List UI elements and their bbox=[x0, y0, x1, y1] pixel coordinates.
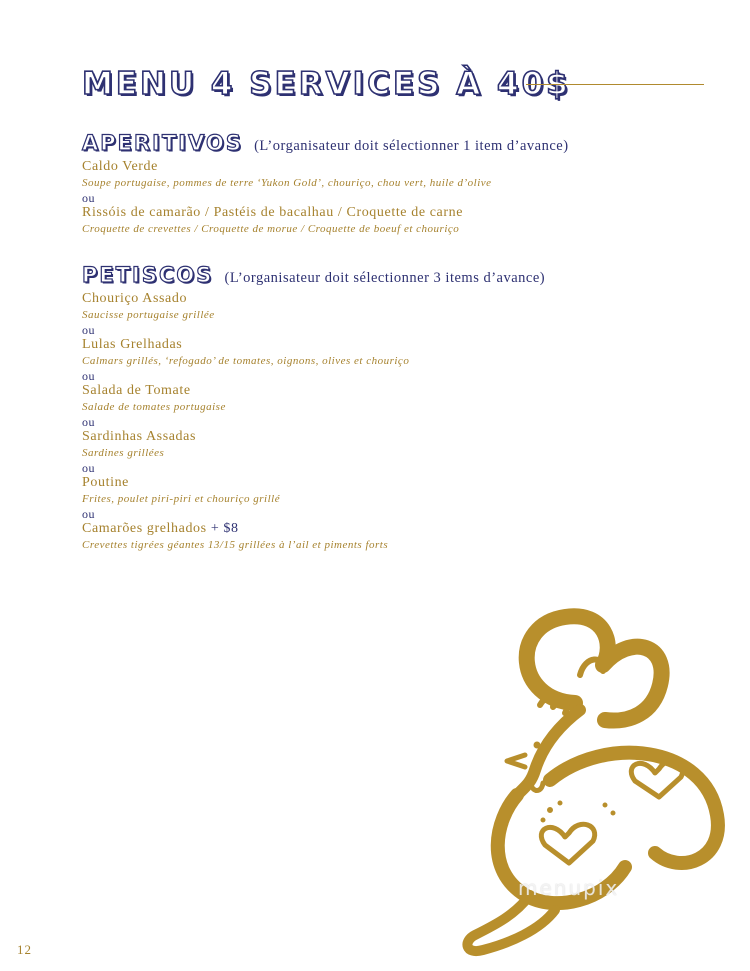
section-title: PETISCOS bbox=[82, 263, 214, 287]
section-note: (L’organisateur doit sélectionner 1 item d’avance) bbox=[254, 138, 569, 154]
section-aperitivos bbox=[82, 131, 710, 237]
or-separator: ou bbox=[82, 323, 95, 337]
menu-item-supplement-price: + $8 bbox=[206, 521, 239, 536]
menu-item-description: Calmars grillés, ‘refogado’ de tomates, oignons, olives et chouriço bbox=[82, 355, 410, 367]
menu-item-description: Soupe portugaise, pommes de terre ‘Yukon Gold’, chouriço, chou vert, huile d’olive bbox=[82, 177, 492, 189]
menu-item-description: Croquette de crevettes / Croquette de morue / Croquette de boeuf et chouriço bbox=[82, 223, 460, 235]
page-title: MENU 4 SERVICES À 40$ bbox=[82, 66, 571, 102]
menu-item-name-with-price bbox=[82, 521, 710, 537]
menu-item-name: Sardinhas Assadas bbox=[82, 429, 197, 444]
or-separator: ou bbox=[82, 369, 95, 383]
watermark: menupix bbox=[518, 876, 620, 900]
menu-item-name: Caldo Verde bbox=[82, 159, 158, 174]
menu-item-name: Rissóis de camarão / Pastéis de bacalhau / Croquette de carne bbox=[82, 205, 464, 220]
menu-item-name: Salada de Tomate bbox=[82, 383, 191, 398]
or-separator: ou bbox=[82, 507, 95, 521]
section-petiscos bbox=[82, 263, 710, 553]
section-title: APERITIVOS bbox=[82, 131, 243, 155]
menu-item-description: Sardines grillées bbox=[82, 447, 165, 459]
menu-item-name: Chouriço Assado bbox=[82, 291, 188, 306]
menu-item-name: Poutine bbox=[82, 475, 129, 490]
or-separator: ou bbox=[82, 415, 95, 429]
title-divider bbox=[526, 84, 704, 85]
menu-item-description: Frites, poulet piri-piri et chouriço grillé bbox=[82, 493, 281, 505]
or-separator: ou bbox=[82, 461, 95, 475]
menu-item-description: Saucisse portugaise grillée bbox=[82, 309, 215, 321]
or-separator: ou bbox=[82, 191, 95, 205]
menu-item-description: Salade de tomates portugaise bbox=[82, 401, 226, 413]
section-header bbox=[82, 263, 710, 287]
item-list bbox=[82, 159, 710, 237]
section-note: (L’organisateur doit sélectionner 3 items d’avance) bbox=[224, 270, 546, 286]
rooster-icon bbox=[455, 605, 735, 971]
menu-item-name: Lulas Grelhadas bbox=[82, 337, 183, 352]
item-list bbox=[82, 291, 710, 553]
menu-item-description: Crevettes tigrées géantes 13/15 grillées à l’ail et piments forts bbox=[82, 539, 389, 551]
page-number: 12 bbox=[17, 942, 32, 957]
section-header bbox=[82, 131, 710, 155]
menu-item-name: Camarões grelhados bbox=[82, 521, 207, 536]
